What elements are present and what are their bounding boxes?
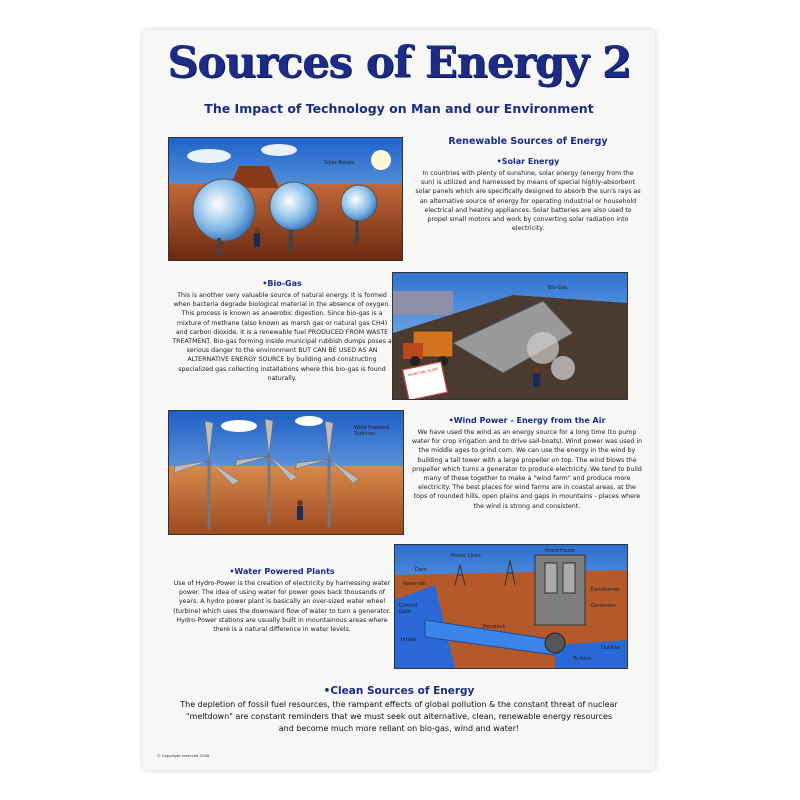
solar-heading: •Solar Energy [496, 157, 560, 166]
water-heading: •Water Powered Plants [229, 567, 335, 576]
renewable-heading: Renewable Sources of Energy [448, 136, 608, 147]
hydro-label-outflow: Outflow [601, 645, 621, 651]
municipal-dump-stamp: MUNICIPAL DUMP [402, 361, 448, 400]
hydro-label-transformer: Transformer [590, 587, 621, 593]
wind-heading: •Wind Power - Energy from the Air [448, 416, 606, 425]
hydro-label-penstock: Penstock [483, 624, 506, 630]
clean-text: The depletion of fossil fuel resources, the rampant effects of global pollution & the constant threat of nuclear "meltdown" are constant reminders that we must seek out alternative, clean, renewable energy resources and become much more reliant on bio-gas, wind and water! [180, 700, 618, 733]
hydro-label-generator: Generator [591, 603, 617, 609]
wind-turbines-image [168, 410, 404, 535]
wind-text: We have used the wind as an energy source for a long time (to pump water for crop irrigation and to drive sail-boats). Wind power was used in the middle ages to grind corn. We can use the energy in the wind by building a tall tower with a large propeller on top. The wind blows the propeller which turns a generator to produce electricity. We tend to build many of these together to make a "wind farm" and produce more electricity. The best places for wind farms are in coastal areas, at the tops of rounded hills, open plains and gaps in mountains - places where the wind is strong and consistent. [411, 429, 643, 510]
hydro-label-turbine: Turbine [573, 656, 592, 662]
hydro-label-control-gate: Control Gate [399, 603, 418, 615]
hydro-label-intake: Intake [401, 637, 417, 643]
hydro-label-power-lines: Power Lines [451, 553, 481, 559]
biogas-text: This is another very valuable source of natural energy. It is formed when bacteria degrade biological material in the absence of oxygen. This process is known as anaerobic digestion. Since bio-gas is a mixture of methane (also known as marsh gas or natural gas CH4) and carbon dioxide, it is a renewable fuel PRODUCED FROM WASTE TREATMENT. Bio-gas forming inside municipal rubbish dumps poses a serious danger to the environment BUT CAN BE USED AS AN ALTERNATIVE ENERGY SOURCE by building and constructing specialized gas collecting installations where this bio-gas is found naturally. [172, 292, 392, 382]
page-subtitle: The Impact of Technology on Man and our Environment [204, 101, 594, 116]
solar-panels-label: Solar Panels [324, 160, 355, 166]
copyright: © Copyright reserved 2008 [157, 753, 210, 758]
solar-panels-image [168, 137, 403, 261]
biogas-image [392, 272, 628, 400]
hydro-label-dam: Dam [415, 567, 427, 573]
clean-heading: •Clean Sources of Energy [323, 685, 475, 697]
biogas-label: Bio-Gas [548, 285, 568, 291]
hydro-plant-image [394, 544, 628, 669]
poster [143, 30, 655, 770]
hydro-label-powerhouse: Powerhouse [545, 548, 576, 554]
hydro-label-reservoir: Reservoir [403, 581, 427, 587]
wind-turbines-label: Wind Powered Turbines [354, 425, 390, 437]
solar-text: In countries with plenty of sunshine, solar energy (energy from the sun) is utilized and harnessed by means of special highly-absorbent solar panels which are specifically designed to absorb the sun's rays as an alternative source of energy for operating industrial or household electrical and heating appliances. Solar batteries are also used to propel small motors and work by converting solar radiation into electricity. [415, 170, 641, 233]
biogas-heading: •Bio-Gas [262, 279, 302, 288]
water-text: Use of Hydro-Power is the creation of electricity by harnessing water power. The idea of using water for power goes back thousands of years. A hydro power plant is basically an over-sized water wheel (turbine) which uses the downward flow of water to turn a generator. Hydro-Power stations are usually built in mountainous areas where there is a natural difference in water levels. [173, 580, 391, 634]
page-title: Sources of Energy 2 [167, 38, 631, 88]
